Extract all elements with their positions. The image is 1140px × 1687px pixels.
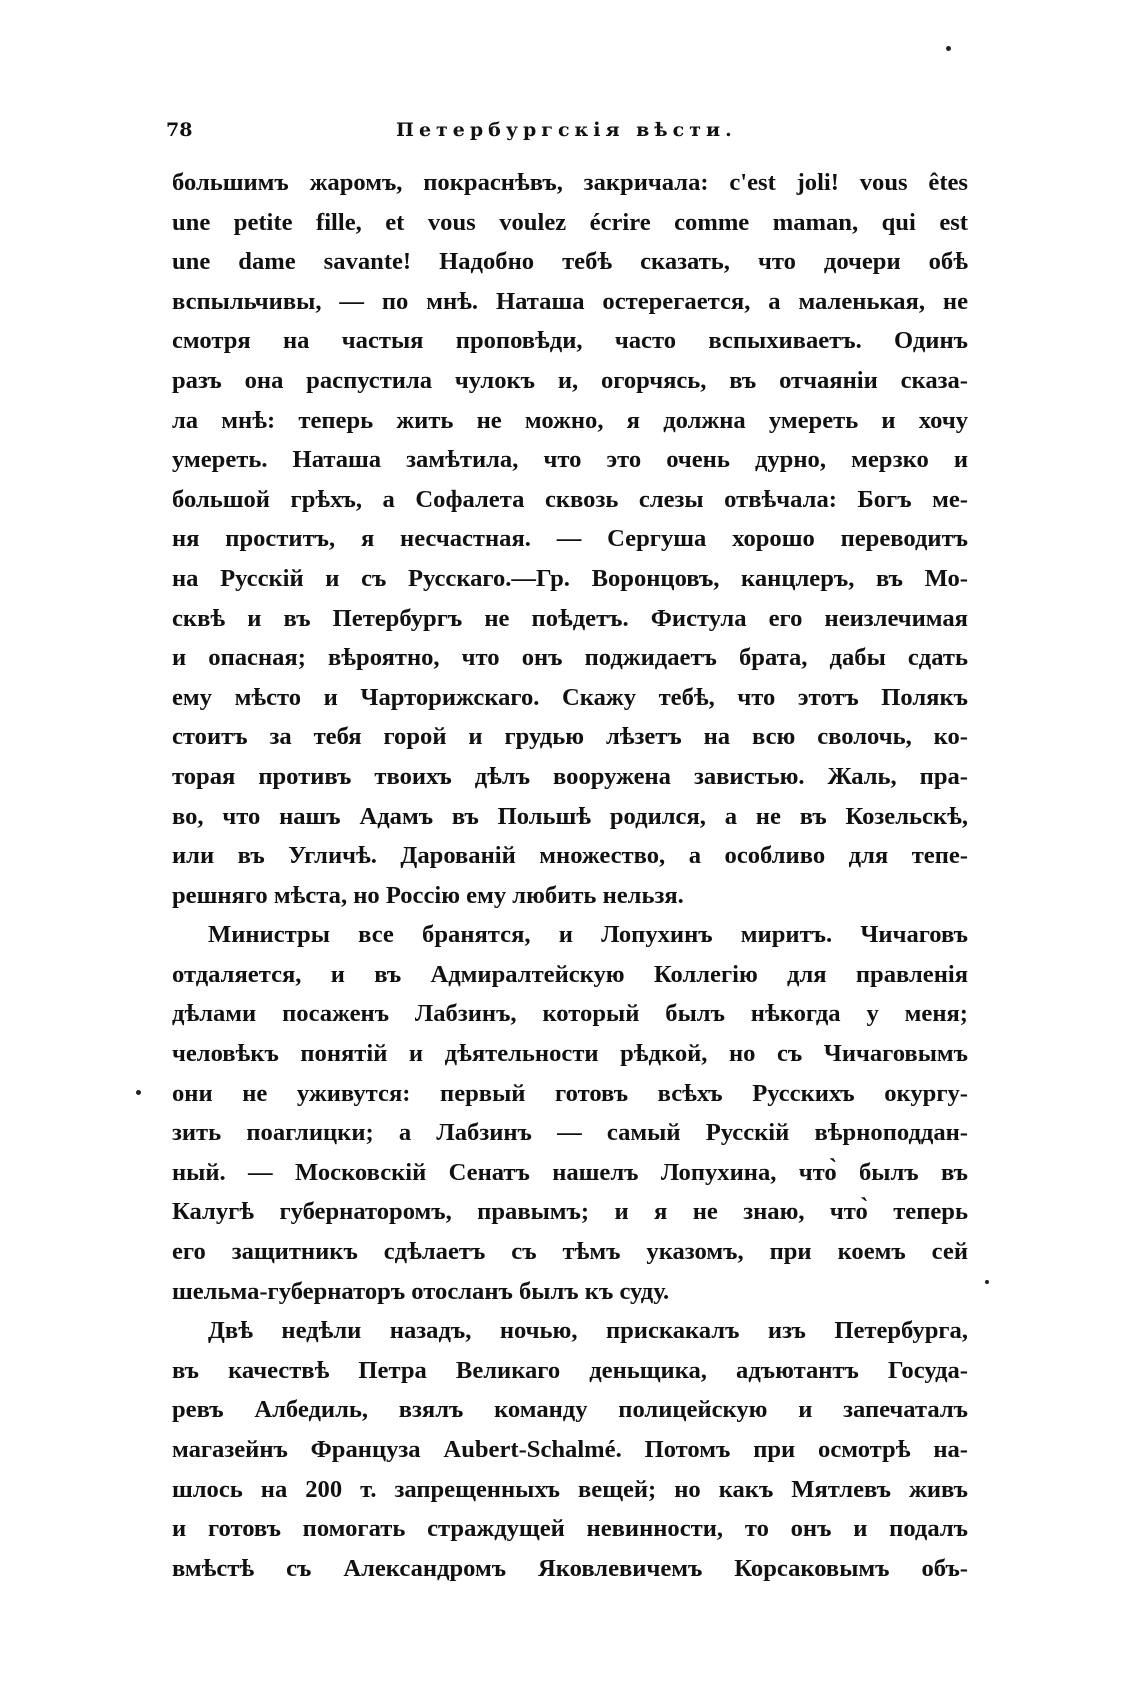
text-line: умереть. Наташа замѣтила, что это очень дурно, мерзко и xyxy=(172,446,968,474)
text-line: большимъ жаромъ, покраснѣвъ, закричала: c'est joli! vous êtes xyxy=(172,169,968,196)
page-number: 78 xyxy=(166,119,193,141)
text-line: вспыльчивы, — по мнѣ. Наташа остерегается, а маленькая, не xyxy=(172,287,968,315)
text-line: ревъ Албедиль, взялъ команду полицейскую и запечаталъ xyxy=(172,1396,968,1424)
text-line: большой грѣхъ, а Софалета сквозь слезы отвѣчала: Богъ ме- xyxy=(172,485,968,513)
text-line: во, что нашъ Адамъ въ Польшѣ родился, а не въ Козельскѣ, xyxy=(172,802,968,830)
text-line: и готовъ помогать страждущей невинности, то онъ и подалъ xyxy=(172,1515,968,1543)
running-title: Петербургскія вѣсти. xyxy=(396,119,737,141)
text-line: зить поаглицки; а Лабзинъ — самый Русскій вѣрноподдан- xyxy=(172,1119,968,1147)
text-line: решняго мѣста, но Россію ему любить нельзя. xyxy=(172,881,684,909)
text-line: отдаляется, и въ Адмиралтейскую Коллегію для правленія xyxy=(172,960,968,988)
text-line: на Русскій и съ Русскаго.—Гр. Воронцовъ, канцлеръ, въ Мо- xyxy=(172,564,968,592)
text-line: смотря на частыя проповѣди, часто вспыхиваетъ. Одинъ xyxy=(172,327,968,355)
text-line: его защитникъ сдѣлаетъ съ тѣмъ указомъ, при коемъ сей xyxy=(172,1238,968,1266)
text-line: или въ Угличѣ. Дарованій множество, а особливо для тепе- xyxy=(172,842,968,870)
text-line: они не уживутся: первый готовъ всѣхъ Русскихъ окургу- xyxy=(172,1079,968,1107)
scan-speck xyxy=(946,46,951,51)
scan-speck xyxy=(136,1090,141,1095)
text-line: стоитъ за тебя горой и грудью лѣзетъ на всю сволочь, ко- xyxy=(172,723,968,751)
text-line: Двѣ недѣли назадъ, ночью, прискакалъ изъ Петербурга, xyxy=(208,1317,968,1345)
scan-speck xyxy=(985,1280,989,1284)
text-line: une petite fille, et vous voulez écrire comme maman, qui est xyxy=(172,208,968,236)
text-line: Калугѣ губернаторомъ, правымъ; и я не знаю, что̀ теперь xyxy=(172,1198,968,1226)
text-line: дѣлами посаженъ Лабзинъ, который былъ нѣкогда у меня; xyxy=(172,1000,968,1028)
page-header xyxy=(166,113,956,147)
text-line: ла мнѣ: теперь жить не можно, я должна умереть и хочу xyxy=(172,406,968,434)
body-text xyxy=(172,163,968,1588)
text-line: ня проститъ, я несчастная. — Сергуша хорошо переводитъ xyxy=(172,525,968,553)
text-line: шельма-губернаторъ отосланъ былъ къ суду. xyxy=(172,1277,670,1305)
text-line: магазейнъ Француза Aubert-Schalmé. Потомъ при осмотрѣ на- xyxy=(172,1436,968,1463)
text-line: торая противъ твоихъ дѣлъ вооружена завистью. Жаль, пра- xyxy=(172,762,968,790)
text-line: разъ она распустила чулокъ и, огорчясь, въ отчаяніи сказа- xyxy=(172,366,968,394)
text-line: сквѣ и въ Петербургъ не поѣдетъ. Фистула его неизлечимая xyxy=(172,604,968,632)
text-line: въ качествѣ Петра Великаго деньщика, адъютантъ Госуда- xyxy=(172,1356,968,1384)
text-line: и опасная; вѣроятно, что онъ поджидаетъ брата, дабы сдать xyxy=(172,644,968,672)
text-line: вмѣстѣ съ Александромъ Яковлевичемъ Корсаковымъ объ- xyxy=(172,1554,968,1582)
text-line: une dame savante! Надобно тебѣ сказать, что дочери обѣ xyxy=(172,248,968,276)
text-line: человѣкъ понятій и дѣятельности рѣдкой, но съ Чичаговымъ xyxy=(172,1040,968,1068)
text-line: шлось на 200 т. запрещенныхъ вещей; но какъ Мятлевъ живъ xyxy=(172,1475,968,1503)
paragraph xyxy=(172,915,968,1311)
text-line: ный. — Московскій Сенатъ нашелъ Лопухина, что̀ былъ въ xyxy=(172,1158,968,1186)
paragraph xyxy=(172,163,968,915)
text-line: ему мѣсто и Чарторижскаго. Скажу тебѣ, что этотъ Полякъ xyxy=(172,683,968,711)
text-line: Министры все бранятся, и Лопухинъ миритъ. Чичаговъ xyxy=(208,921,968,949)
paragraph xyxy=(172,1311,968,1588)
